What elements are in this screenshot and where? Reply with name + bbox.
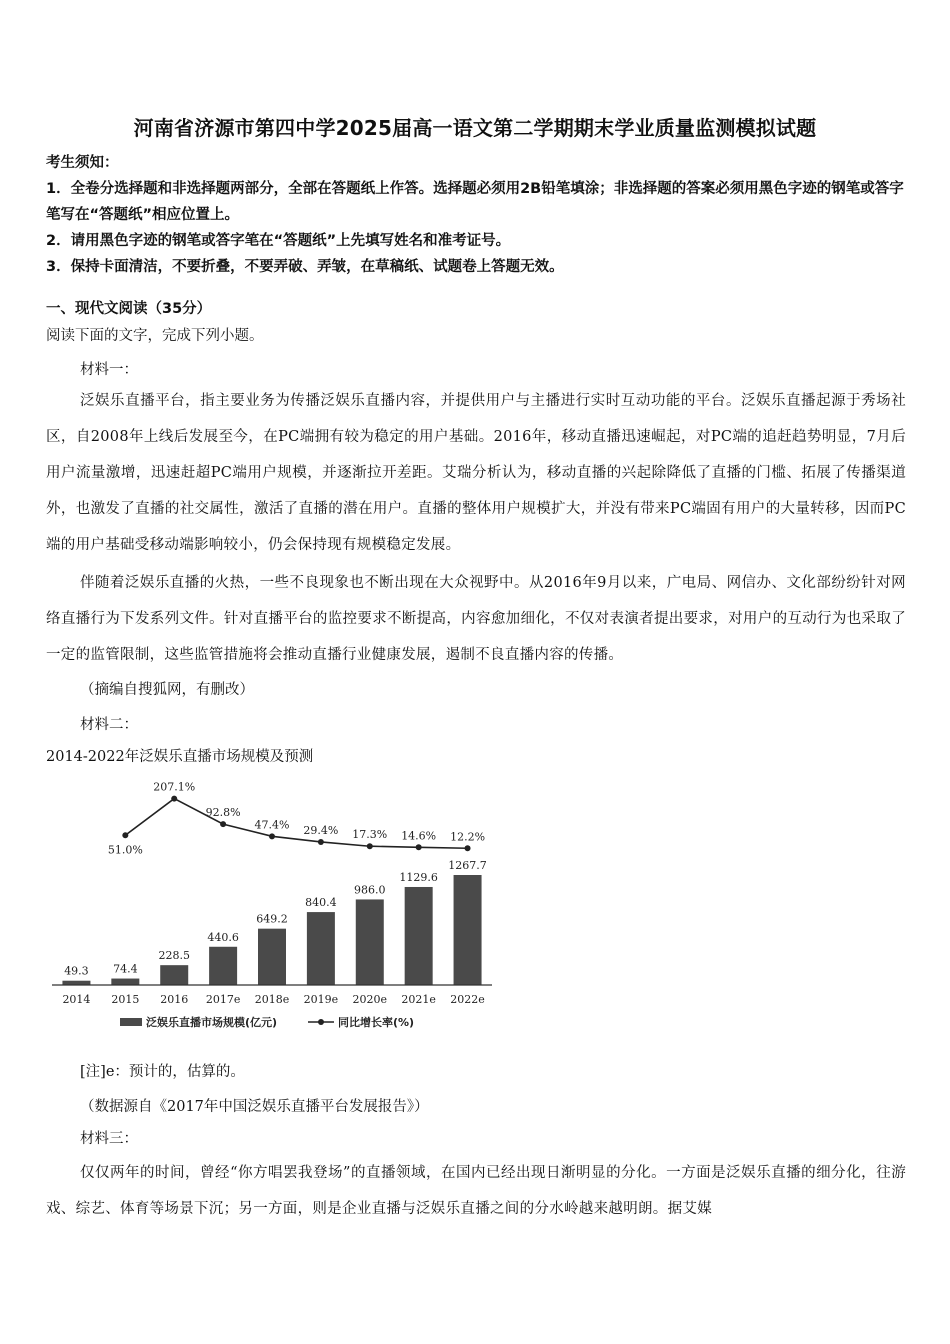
bars-layer [62,859,486,985]
growth-value-label: 14.6% [401,829,437,843]
material1-source: （摘编自搜狐网，有删改） [80,682,254,698]
x-tick-label: 2015 [111,993,140,1006]
growth-point-2019e [318,839,324,845]
legend-line-marker [318,1019,324,1025]
material2-label: 材料二： [80,717,138,733]
growth-value-label: 29.4% [303,823,339,837]
x-tick-label: 2020e [352,993,388,1006]
x-tick-label: 2021e [401,993,436,1006]
bar-2018e [258,929,286,985]
growth-value-label: 12.2% [450,830,486,844]
x-tick-label: 2017e [205,993,241,1006]
market-size-chart [46,780,506,1040]
bar-2015 [111,979,139,985]
growth-value-label: 51.0% [107,843,143,857]
legend-line-label: 同比增长率(%) [338,1016,415,1029]
growth-point-2016 [171,796,177,802]
document-title: 河南省济源市第四中学2025届高一语文第二学期期末学业质量监测模拟试题 [133,116,817,140]
chart-title: 2014-2022年泛娱乐直播市场规模及预测 [46,749,314,765]
section-intro: 阅读下面的文字，完成下列小题。 [46,328,264,344]
growth-value-label: 207.1% [153,780,196,794]
bar-2022e [454,875,482,985]
bar-value-label: 840.4 [305,896,337,910]
growth-line-layer [108,781,485,857]
growth-point-2015 [122,832,128,838]
exam-notice [46,150,906,280]
material2-source: （数据源自《2017年中国泛娱乐直播平台发展报告》） [80,1099,429,1115]
growth-value-label: 47.4% [254,818,290,832]
bar-value-label: 986.0 [354,883,386,897]
bar-value-label: 1129.6 [399,870,438,884]
chart-legend [120,1015,414,1029]
growth-point-2018e [269,833,275,839]
growth-point-2020e [367,843,373,849]
x-tick-label: 2016 [160,993,189,1006]
notice-item-3: 3．保持卡面清洁，不要折叠，不要弄破、弄皱，在草稿纸、试题卷上答题无效。 [46,259,564,275]
bar-2017e [209,947,237,985]
bar-value-label: 649.2 [256,912,288,926]
material1-paragraph-2: 伴随着泛娱乐直播的火热，一些不良现象也不断出现在大众视野中。从2016年9月以来，广电局、网信办、文化部纷纷针对网络直播行为下发系列文件。针对直播平台的监控要求不断提高，内容愈加细化，不仅对表演者提出要求，对用户的互动行为也采取了一定的监管限制，这些监管措施将会推动直播行业健康发展，遏制不良直播内容的传播。 [46,575,906,663]
bar-2021e [405,887,433,985]
bar-2019e [307,912,335,985]
legend-bar-label: 泛娱乐直播市场规模(亿元) [146,1016,278,1029]
section-heading: 一、现代文阅读（35分） [46,301,212,317]
legend-bar-swatch [120,1018,142,1026]
material1-paragraph-1: 泛娱乐直播平台，指主要业务为传播泛娱乐直播内容，并提供用户与主播进行实时互动功能的平台。泛娱乐直播起源于秀场社区，自2008年上线后发展至今，在PC端拥有较为稳定的用户基础。2016年，移动直播迅速崛起，对PC端的追赶趋势明显，7月后用户流量激增，迅速赶超PC端用户规模，并逐渐拉开差距。艾瑞分析认为，移动直播的兴起除降低了直播的门槛、拓展了传播渠道外，也激发了直播的社交属性，激活了直播的潜在用户。直播的整体用户规模扩大，并没有带来PC端固有用户的大量转移，因而PC端的用户基础受移动端影响较小，仍会保持现有规模稳定发展。 [46,393,906,553]
material1-label: 材料一： [80,362,138,378]
growth-point-2021e [416,844,422,850]
growth-point-2022e [465,845,471,851]
x-tick-label: 2022e [450,993,485,1006]
material3-paragraph-1: 仅仅两年的时间，曾经“你方唱罢我登场”的直播领域，在国内已经出现日渐明显的分化。一方面是泛娱乐直播的细分化，往游戏、综艺、体育等场景下沉；另一方面，则是企业直播与泛娱乐直播之间的分水岭越来越明朗。据艾媒 [46,1165,906,1217]
growth-point-2017e [220,821,226,827]
notice-item-1: 1．全卷分选择题和非选择题两部分，全部在答题纸上作答。选择题必须用2B铅笔填涂；非选择题的答案必须用黑色字迹的钢笔或答字笔写在“答题纸”相应位置上。 [46,181,904,223]
bar-value-label: 1267.7 [448,859,487,872]
growth-value-label: 17.3% [352,828,388,842]
bar-2016 [160,965,188,985]
x-tick-label: 2018e [254,993,290,1006]
x-axis [52,985,492,1006]
bar-value-label: 74.4 [113,962,138,976]
notice-heading: 考生须知： [46,155,119,171]
bar-value-label: 49.3 [64,964,89,978]
chart-note: [注]e：预计的，估算的。 [80,1064,245,1080]
x-tick-label: 2019e [303,993,339,1006]
notice-item-2: 2．请用黑色字迹的钢笔或答字笔在“答题纸”上先填写姓名和准考证号。 [46,233,511,249]
x-tick-label: 2014 [62,993,91,1006]
growth-value-label: 92.8% [205,806,241,820]
bar-2014 [62,981,90,985]
bar-value-label: 228.5 [158,949,190,963]
material3-label: 材料三： [80,1131,138,1147]
bar-2020e [356,899,384,985]
bar-value-label: 440.6 [207,930,239,944]
